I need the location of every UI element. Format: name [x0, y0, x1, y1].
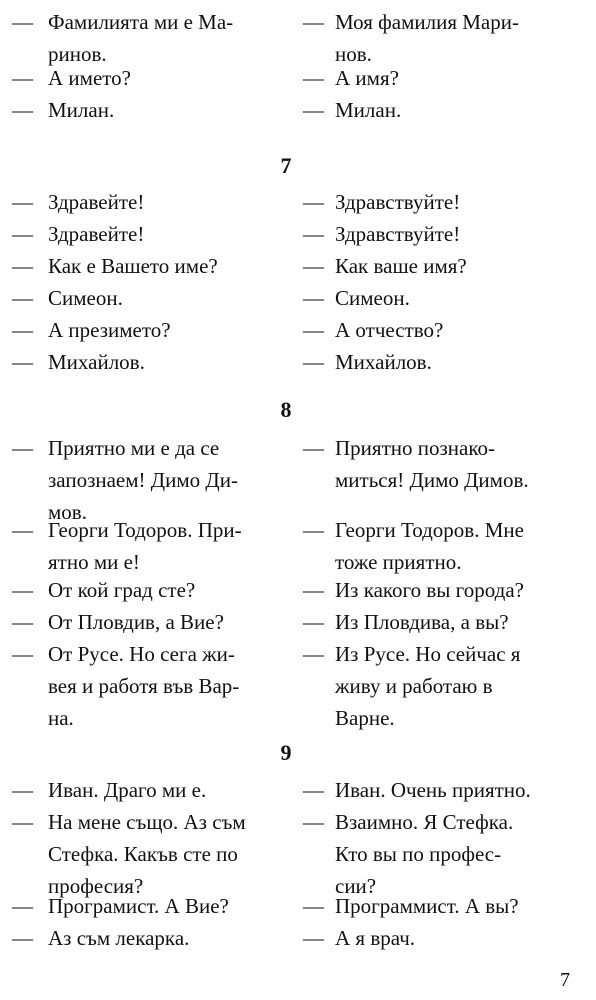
bulgarian-utterance: От кой град сте?	[48, 578, 196, 602]
dash-ru: —	[303, 222, 324, 246]
section-number-9: 9	[280, 740, 292, 765]
bulgarian-utterance: А презимето?	[48, 318, 171, 342]
russian-utterance: А я врач.	[335, 926, 416, 950]
bulgarian-utterance: На мене също. Аз съм Стефка. Какъв сте по професия?	[48, 810, 246, 898]
dash-ru: —	[303, 642, 324, 666]
dash-ru: —	[303, 518, 324, 542]
dash-bg: —	[12, 926, 33, 950]
bulgarian-utterance: Милан.	[48, 98, 115, 122]
dash-bg: —	[12, 778, 33, 802]
bulgarian-utterance: От Пловдив, а Вие?	[48, 610, 224, 634]
bulgarian-utterance: А името?	[48, 66, 131, 90]
dash-bg: —	[12, 642, 33, 666]
dash-ru: —	[303, 894, 324, 918]
russian-utterance: Георги Тодоров. Мне тоже приятно.	[335, 518, 524, 574]
dash-ru: —	[303, 10, 324, 34]
dash-bg: —	[12, 578, 33, 602]
bulgarian-utterance: Здравейте!	[48, 222, 145, 246]
russian-utterance: Из Русе. Но сейчас я живу и работаю в Варне.	[335, 642, 521, 730]
russian-utterance: Как ваше имя?	[335, 254, 467, 278]
russian-utterance: А отчество?	[335, 318, 444, 342]
bulgarian-utterance: Приятно ми е да се запознаем! Димо Ди- мов.	[48, 436, 238, 524]
bulgarian-utterance: Здравейте!	[48, 190, 145, 214]
bulgarian-utterance: От Русе. Но сега жи- вея и работя във Вар- на.	[48, 642, 240, 730]
dash-ru: —	[303, 254, 324, 278]
bulgarian-utterance: Аз съм лекарка.	[48, 926, 190, 950]
bulgarian-utterance: Михайлов.	[48, 350, 145, 374]
russian-utterance: Симеон.	[335, 286, 410, 310]
bulgarian-utterance: Фамилията ми е Ма- ринов.	[48, 10, 234, 66]
dash-ru: —	[303, 190, 324, 214]
russian-utterance: Моя фамилия Мари- нов.	[335, 10, 519, 66]
page-number: 7	[560, 969, 570, 991]
dash-ru: —	[303, 810, 324, 834]
bulgarian-utterance: Програмист. А Вие?	[48, 894, 229, 918]
dash-bg: —	[12, 518, 33, 542]
russian-utterance: Михайлов.	[335, 350, 432, 374]
section-number-7: 7	[280, 153, 292, 178]
bulgarian-utterance: Как е Вашето име?	[48, 254, 218, 278]
dash-ru: —	[303, 286, 324, 310]
dash-bg: —	[12, 286, 33, 310]
russian-utterance: Приятно познако- миться! Димо Димов.	[335, 436, 529, 492]
russian-utterance: Милан.	[335, 98, 402, 122]
dash-bg: —	[12, 222, 33, 246]
dash-bg: —	[12, 810, 33, 834]
russian-utterance: Из Пловдива, а вы?	[335, 610, 509, 634]
russian-utterance: Программист. А вы?	[335, 894, 519, 918]
dash-bg: —	[12, 894, 33, 918]
dash-bg: —	[12, 98, 33, 122]
dash-bg: —	[12, 318, 33, 342]
bulgarian-utterance: Георги Тодоров. При- ятно ми е!	[48, 518, 242, 574]
dash-ru: —	[303, 436, 324, 460]
dash-ru: —	[303, 98, 324, 122]
dash-bg: —	[12, 66, 33, 90]
dash-bg: —	[12, 10, 33, 34]
russian-utterance: Из какого вы города?	[335, 578, 524, 602]
dash-bg: —	[12, 254, 33, 278]
dash-ru: —	[303, 318, 324, 342]
russian-utterance: Здравствуйте!	[335, 190, 461, 214]
dash-bg: —	[12, 610, 33, 634]
bulgarian-utterance: Симеон.	[48, 286, 123, 310]
russian-utterance: Здравствуйте!	[335, 222, 461, 246]
russian-utterance: Иван. Очень приятно.	[335, 778, 531, 802]
section-number-8: 8	[280, 397, 292, 422]
dash-ru: —	[303, 350, 324, 374]
russian-utterance: А имя?	[335, 66, 399, 90]
dash-bg: —	[12, 350, 33, 374]
dash-ru: —	[303, 778, 324, 802]
bulgarian-utterance: Иван. Драго ми е.	[48, 778, 207, 802]
dash-ru: —	[303, 610, 324, 634]
dash-ru: —	[303, 578, 324, 602]
dash-bg: —	[12, 190, 33, 214]
russian-utterance: Взаимно. Я Стефка. Кто вы по профес- сии?	[335, 810, 514, 898]
dash-ru: —	[303, 926, 324, 950]
dash-bg: —	[12, 436, 33, 460]
dash-ru: —	[303, 66, 324, 90]
